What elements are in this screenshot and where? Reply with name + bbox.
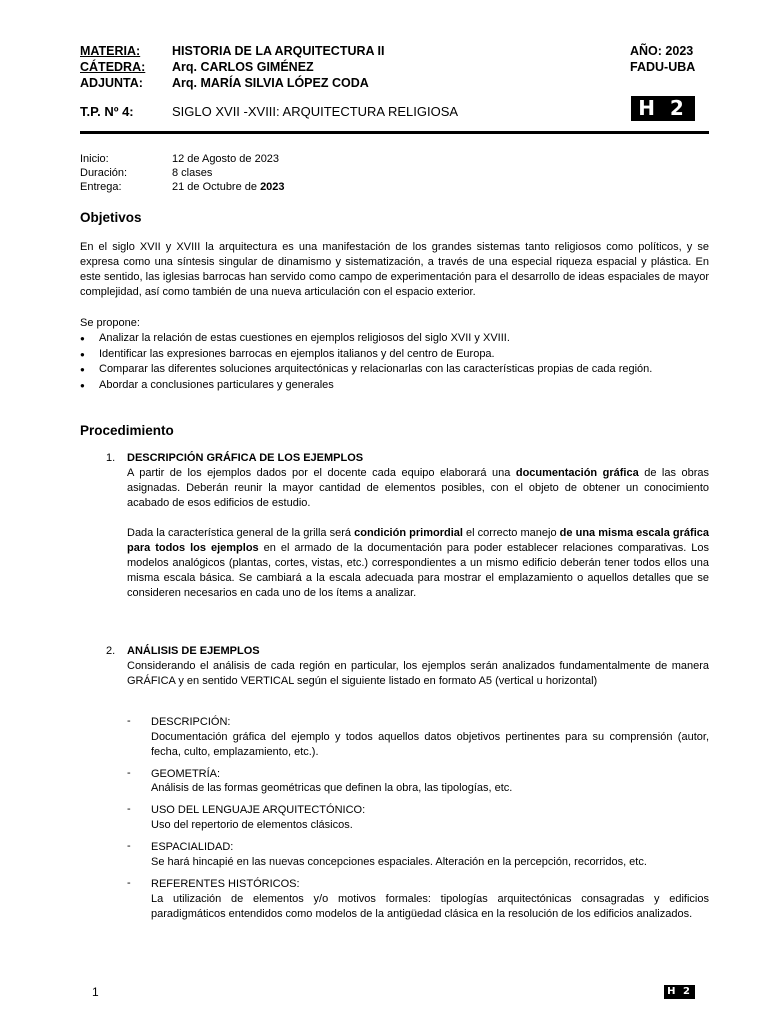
text-run-bold: condición primordial	[354, 527, 463, 539]
list-item: ● Identificar las expresiones barrocas en ejemplos italianos y del centro de Europa.	[80, 347, 709, 363]
sub-item-text: Se hará hincapié en las nuevas concepciones espaciales. Alteración en la percepción, recorridos, etc.	[151, 856, 647, 868]
text-run: en el armado de la documentación para poder establecer relaciones comparativas. Los modelos analógicos (plantas, cortes, vistas, etc.) correspondientes a un mismo edificio deberán tener todos ellos una misma escala básica. Se cambiará a la escala adecuada para mostrar el emplazamiento o aquellos detalles que se consideren necesarios en cada uno de los ítems a analizar.	[127, 542, 709, 599]
objetivos-paragraph: En el siglo XVII y XVIII la arquitectura es una manifestación de los grandes sistemas tanto religiosos como políticos, y se expresa como una síntesis singular de dinamismo y sistematización, a través de una especial riqueza espacial y plástica. En este sentido, las iglesias barrocas han servido como campo de experimentación para el desarrollo de ideas espaciales de mayor complejidad, así como también de una nueva articulación con el espacio exterior.	[80, 241, 709, 298]
catedra-label: CÁTEDRA:	[80, 60, 146, 74]
tp-label: T.P. Nº 4:	[80, 104, 134, 119]
sub-item-text: Uso del repertorio de elementos clásicos.	[151, 819, 353, 831]
entrega-year: 2023	[260, 181, 285, 193]
text-run: de las obras asignadas. Deberán reunir la mayor cantidad de elementos posibles, con el objeto de obtener un conocimiento acabado de esos edificios de estudio.	[127, 467, 709, 509]
text-run: el correcto manejo	[462, 527, 560, 539]
list-item: ● Comparar las diferentes soluciones arquitectónicas y relacionarlas con las características propias de cada región.	[80, 362, 709, 378]
section-1-title: DESCRIPCIÓN GRÁFICA DE LOS EJEMPLOS	[127, 452, 364, 464]
catedra-value: Arq. CARLOS GIMÉNEZ	[172, 60, 314, 74]
text-run: A partir de los ejemplos dados por el docente cada equipo elaborará una	[127, 467, 516, 479]
section-1-paragraph-1	[127, 466, 709, 511]
h2-logo: H 2	[631, 96, 695, 121]
duracion-value: 8 clases	[172, 167, 213, 179]
duracion-label: Duración:	[80, 167, 128, 179]
sub-item-title: REFERENTES HISTÓRICOS:	[151, 878, 300, 890]
sub-item-dash: -	[127, 803, 131, 815]
text-run: Dada la característica general de la grilla será	[127, 527, 355, 539]
adjunta-label: ADJUNTA:	[80, 76, 143, 90]
list-item: ● Analizar la relación de estas cuestiones en ejemplos religiosos del siglo XVII y XVIII.	[80, 331, 709, 347]
materia-value: HISTORIA DE LA ARQUITECTURA II	[172, 44, 385, 58]
sub-item-title: DESCRIPCIÓN:	[151, 716, 231, 728]
sub-item-text: Análisis de las formas geométricas que definen la obra, las tipologías, etc.	[151, 782, 513, 794]
entrega-value	[172, 180, 285, 195]
sub-item-text: Documentación gráfica del ejemplo y todos aquellos datos objetivos pertinentes para su comprensión (autor, fecha, culto, emplazamiento, etc.).	[151, 731, 709, 758]
sub-item-dash: -	[127, 840, 131, 852]
sub-item-dash: -	[127, 877, 131, 889]
sub-item-dash: -	[127, 767, 131, 779]
procedimiento-heading: Procedimiento	[80, 423, 174, 438]
adjunta-value: Arq. MARÍA SILVIA LÓPEZ CODA	[172, 76, 369, 90]
h2-footer-logo: H 2	[664, 985, 695, 999]
sub-item-title: GEOMETRÍA:	[151, 768, 221, 780]
sub-item-title: ESPACIALIDAD:	[151, 841, 234, 853]
text-run-bold: documentación gráfica	[515, 467, 639, 479]
header-divider	[80, 131, 709, 134]
sub-item-title: USO DEL LENGUAJE ARQUITECTÓNICO:	[151, 804, 366, 816]
section-2-number: 2.	[106, 645, 116, 657]
materia-label: MATERIA:	[80, 44, 141, 58]
tp-title: SIGLO XVII -XVIII: ARQUITECTURA RELIGIOSA	[172, 104, 459, 119]
section-1-paragraph-2	[127, 526, 709, 601]
objetivos-heading: Objetivos	[80, 210, 142, 225]
list-item: ● Abordar a conclusiones particulares y generales	[80, 378, 709, 394]
se-propone-label: Se propone:	[80, 317, 140, 329]
section-1-number: 1.	[106, 452, 116, 464]
entrega-label: Entrega:	[80, 181, 122, 193]
sub-item-dash: -	[127, 715, 131, 727]
institution-label: FADU-UBA	[630, 60, 696, 74]
section-2-paragraph: Considerando el análisis de cada región en particular, los ejemplos serán analizados fundamentalmente de manera GRÁFICA y en sentido VERTICAL según el siguiente listado en formato A5 (vertical u horizontal)	[127, 660, 709, 687]
inicio-value: 12 de Agosto de 2023	[172, 153, 280, 165]
sub-item-text: La utilización de elementos y/o motivos formales: tipologías arquitectónicas consagradas y edificios paradigmáticos entendidos como modelos de la antigüedad clásica en la resolución de los edificios analizados.	[151, 893, 709, 920]
entrega-date: 21 de Octubre de	[172, 181, 261, 193]
section-2-title: ANÁLISIS DE EJEMPLOS	[127, 645, 260, 657]
year-label: AÑO: 2023	[630, 44, 694, 58]
text-run-bold: de una misma escala gráfica para todos los ejemplos	[127, 527, 709, 554]
inicio-label: Inicio:	[80, 153, 109, 165]
page-number: 1	[92, 985, 99, 999]
objetivos-list	[80, 331, 709, 393]
